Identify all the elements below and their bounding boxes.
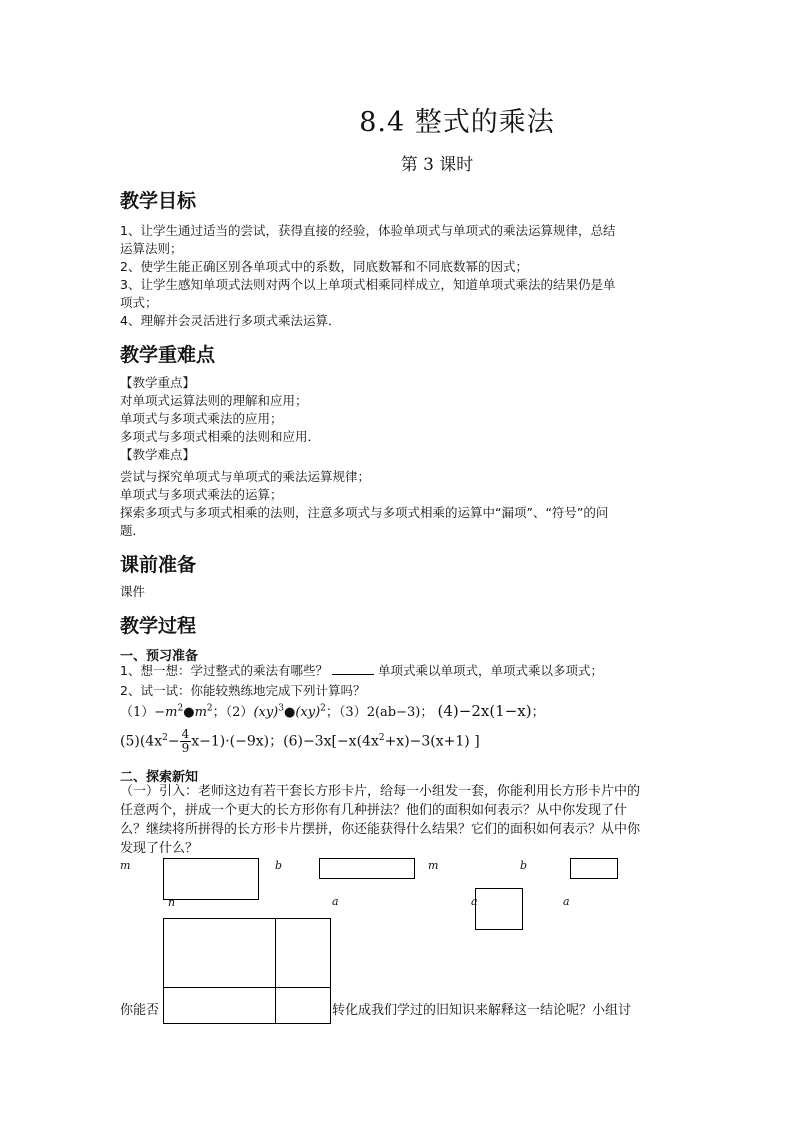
goal-line: 1、让学生通过适当的尝试，获得直接的经验，体验单项式与单项式的乘法运算规律，总结 xyxy=(120,223,616,238)
dot-operator: ● xyxy=(183,705,195,720)
intro-line: 发现了什么？ xyxy=(120,841,199,856)
exponent: 2 xyxy=(320,703,326,714)
keypoint-line: 对单项式运算法则的理解和应用； xyxy=(120,393,308,408)
page-title: 8.4 整式的乘法 xyxy=(359,107,555,138)
label-m: m xyxy=(120,859,131,872)
fraction-numerator: 4 xyxy=(181,727,190,741)
bottom-text-right: 转化成我们学过的旧知识来解释这一结论呢？小组讨 xyxy=(332,1003,632,1018)
label-a: a xyxy=(563,895,570,908)
math-label: ；（2） xyxy=(212,705,254,720)
keypoint-line: 题． xyxy=(120,523,146,538)
keypoint-line: 尝试与探究单项式与单项式的乘法运算规律； xyxy=(120,469,371,484)
math-expr: 2(ab−3) xyxy=(366,705,421,720)
bottom-text-left: 你能否 xyxy=(120,1003,160,1018)
exponent: 3 xyxy=(278,703,284,714)
card-b-by-a xyxy=(319,858,415,879)
math-label: ； xyxy=(269,733,284,750)
keypoint-line: 【教学重点】 xyxy=(120,375,196,390)
goal-line: 项式； xyxy=(120,295,158,310)
math-expr: (6)−3x[−x(4x xyxy=(283,733,379,750)
goal-line: 2、使学生能正确区别各单项式中的系数，同底数幂和不同底数幂的因式； xyxy=(120,259,528,274)
goal-line: 3、让学生感知单项式法则对两个以上单项式相乘同样成立，知道单项式乘法的结果仍是单 xyxy=(120,277,616,292)
math-label: ； xyxy=(420,705,434,720)
label-a: a xyxy=(471,895,478,908)
exponent: 2 xyxy=(162,732,168,743)
question-2: 2、试一试：你能较熟练地完成下列计算吗？ xyxy=(120,683,366,698)
fraction-denominator: 9 xyxy=(181,741,190,755)
card-m-by-n xyxy=(163,858,259,900)
fill-blank xyxy=(332,662,374,675)
math-expr: m xyxy=(194,705,207,720)
math-label: ；（3） xyxy=(325,705,367,720)
keypoint-line: 探索多项式与多项式相乘的法则，注意多项式与多项式相乘的运算中“漏项”、“符号”的问 xyxy=(120,505,609,520)
exponent: 2 xyxy=(378,732,385,743)
q1-text-before: 1、想一想：学过整式的乘法有哪些？ xyxy=(120,663,328,678)
divider-horizontal xyxy=(163,987,331,988)
card-m-by-a xyxy=(475,888,523,930)
intro-line: 么？继续将所拼得的长方形卡片摆拼，你还能获得什么结果？它们的面积如何表示？从中你 xyxy=(120,822,641,837)
keypoint-line: 【教学难点】 xyxy=(120,447,196,462)
fraction xyxy=(180,728,192,755)
label-a: a xyxy=(332,895,339,908)
math-label: ； xyxy=(531,705,545,720)
math-expr: (xy) xyxy=(295,705,321,720)
label-b: b xyxy=(275,859,283,872)
keypoint-line: 单项式与多项式乘法的应用； xyxy=(120,411,283,426)
intro-line: 任意两个，拼成一个更大的长方形你有几种拼法？他们的面积如何表示？从中你发现了什 xyxy=(120,803,628,818)
dot-operator: ● xyxy=(284,705,296,720)
exponent: 2 xyxy=(206,703,213,714)
keypoint-line: 单项式与多项式乘法的运算； xyxy=(120,487,283,502)
section-preview: 一、预习准备 xyxy=(120,649,199,664)
goal-line: 运算法则； xyxy=(120,241,183,256)
label-n: n xyxy=(168,896,176,909)
heading-process: 教学过程 xyxy=(120,615,197,637)
page-subtitle: 第 3 课时 xyxy=(400,155,474,175)
section-explore: 二、探索新知 xyxy=(120,770,199,785)
label-m: m xyxy=(428,859,439,872)
heading-goals: 教学目标 xyxy=(120,190,197,212)
label-b: b xyxy=(520,859,528,872)
divider-vertical xyxy=(275,918,276,1024)
math-expr: x−1)·(−9x) xyxy=(191,733,270,750)
math-label: （1） xyxy=(120,705,155,720)
heading-keypoints: 教学重难点 xyxy=(120,344,216,366)
math-row-2 xyxy=(120,728,480,755)
composite-rectangle xyxy=(163,918,331,1024)
math-expr: (4)−2x(1−x) xyxy=(437,702,532,720)
intro-line: （一）引入：老师这边有若干套长方形卡片，给每一小组发一套，你能利用长方形卡片中的 xyxy=(120,784,641,799)
prep-text: 课件 xyxy=(120,584,146,599)
keypoint-line: 多项式与多项式相乘的法则和应用． xyxy=(120,429,321,444)
math-expr: −m xyxy=(154,705,178,720)
math-expr: +x)−3(x+1) ] xyxy=(384,733,480,750)
math-expr: (xy) xyxy=(253,705,279,720)
question-1 xyxy=(120,662,603,680)
card-b-small xyxy=(570,858,618,879)
q1-text-after: 单项式乘以单项式，单项式乘以多项式； xyxy=(377,663,603,678)
math-expr: − xyxy=(167,733,180,750)
heading-prep: 课前准备 xyxy=(120,554,197,576)
goal-line: 4、理解并会灵活进行多项式乘法运算． xyxy=(120,313,341,328)
math-row-1 xyxy=(120,701,545,720)
exponent: 2 xyxy=(177,703,184,714)
math-expr: (5)(4x xyxy=(120,733,163,750)
